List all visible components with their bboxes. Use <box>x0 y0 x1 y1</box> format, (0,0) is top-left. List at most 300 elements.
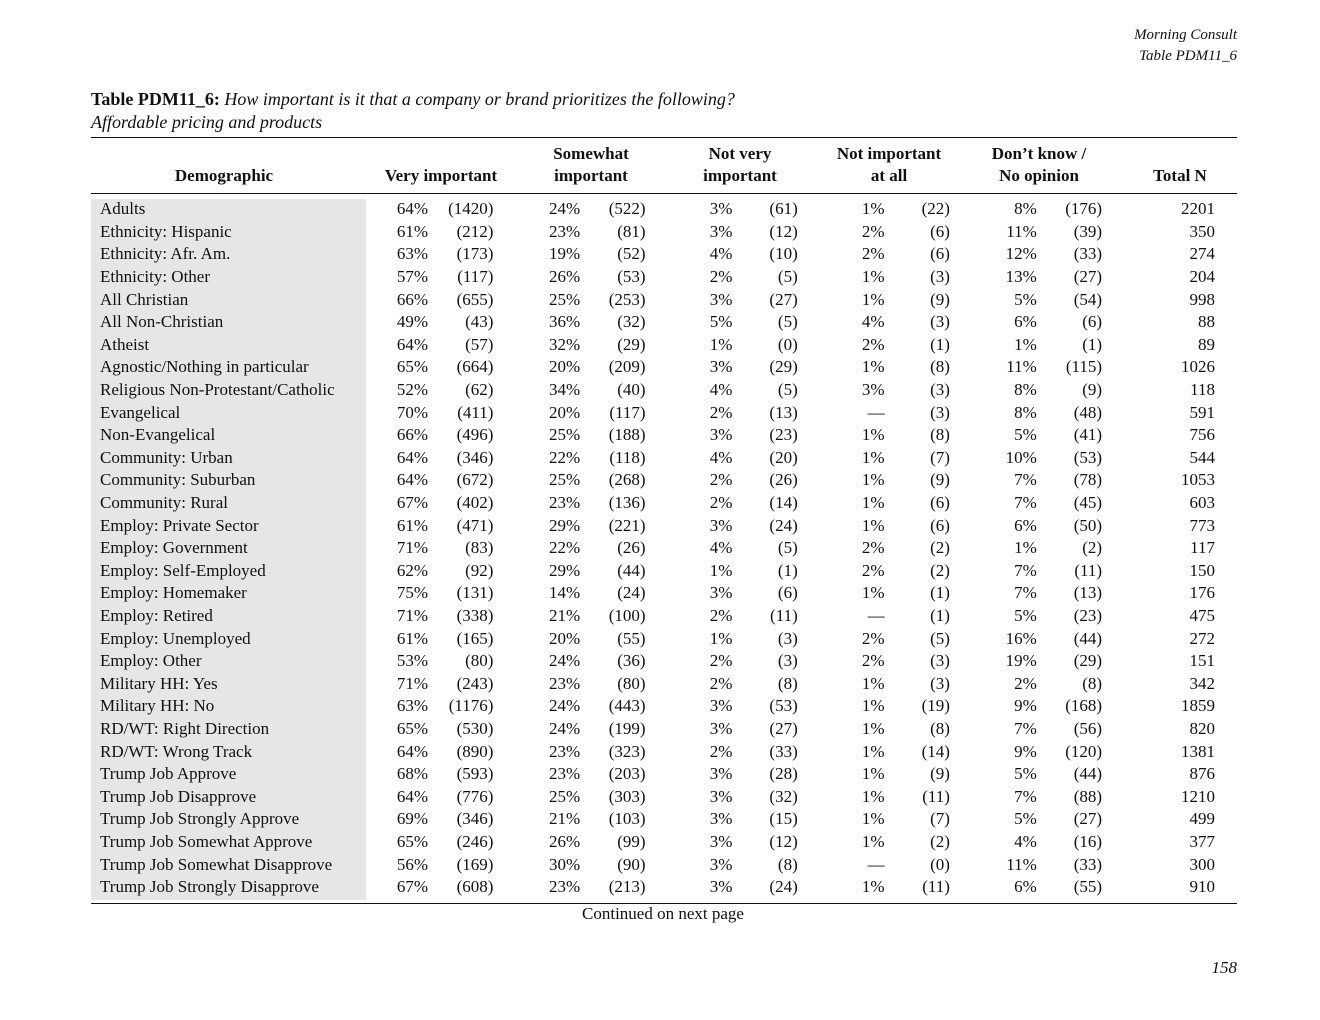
demographic-cell: Trump Job Somewhat Approve <box>100 831 313 851</box>
percent-cell: 1% <box>861 809 885 829</box>
demographic-cell: Trump Job Disapprove <box>100 786 257 806</box>
percent-cell: 19% <box>1005 651 1037 671</box>
percent-cell: 66% <box>396 289 429 309</box>
percent-cell: 24% <box>549 199 581 219</box>
percent-cell: 1% <box>861 786 885 806</box>
total-n-cell: 377 <box>1189 831 1215 851</box>
count-cell: (41) <box>1073 425 1103 445</box>
percent-cell: 2% <box>1014 673 1037 693</box>
count-cell: (8) <box>930 357 950 377</box>
table-row <box>91 514 1237 537</box>
total-n-cell: 1026 <box>1181 357 1215 377</box>
count-cell: (53) <box>769 696 798 716</box>
count-cell: (169) <box>456 854 494 874</box>
table-row <box>91 221 1237 244</box>
percent-cell: 2% <box>861 560 885 580</box>
count-cell: (6) <box>1082 312 1103 332</box>
count-cell: (5) <box>777 267 798 287</box>
total-n-cell: 151 <box>1189 651 1215 671</box>
count-cell: (23) <box>769 425 798 445</box>
count-cell: (3) <box>930 267 950 287</box>
count-cell: (44) <box>1073 628 1103 648</box>
percent-cell: 68% <box>396 764 429 784</box>
demographic-cell: Employ: Government <box>100 538 248 558</box>
percent-cell: 63% <box>396 696 429 716</box>
percent-cell: 21% <box>549 809 581 829</box>
percent-cell: 2% <box>861 221 885 241</box>
percent-cell: 70% <box>396 402 429 422</box>
percent-cell: 56% <box>396 854 429 874</box>
count-cell: (5) <box>777 538 798 558</box>
percent-cell: 34% <box>549 380 581 400</box>
count-cell: (27) <box>1073 809 1103 829</box>
percent-cell: 20% <box>549 402 581 422</box>
percent-cell: 3% <box>709 696 733 716</box>
title-question: How important is it that a company or brand prioritizes the following? <box>224 89 735 109</box>
percent-cell: 3% <box>709 764 733 784</box>
count-cell: (26) <box>617 538 646 558</box>
percent-cell: 62% <box>396 560 429 580</box>
header-org: Morning Consult <box>1134 27 1237 43</box>
percent-cell: 6% <box>1014 515 1037 535</box>
percent-cell: 4% <box>709 447 733 467</box>
percent-cell: 25% <box>549 425 581 445</box>
count-cell: (131) <box>456 583 494 603</box>
count-cell: (24) <box>769 877 798 897</box>
count-cell: (3) <box>930 402 950 422</box>
count-cell: (323) <box>608 741 646 761</box>
count-cell: (5) <box>777 312 798 332</box>
percent-cell: 64% <box>396 470 429 490</box>
total-n-cell: 1381 <box>1181 741 1215 761</box>
table-row <box>91 853 1237 876</box>
col-header-very-important: Very important <box>384 166 498 185</box>
percent-cell: 64% <box>396 199 429 219</box>
percent-cell: 24% <box>549 651 581 671</box>
percent-cell: 8% <box>1014 199 1037 219</box>
count-cell: (115) <box>1065 357 1103 377</box>
count-cell: (24) <box>769 515 798 535</box>
demographic-cell: Military HH: No <box>100 696 215 716</box>
percent-cell: 64% <box>396 786 429 806</box>
percent-cell: 52% <box>396 380 429 400</box>
count-cell: (26) <box>769 470 798 490</box>
count-cell: (1) <box>1082 334 1103 354</box>
demographic-cell: All Non-Christian <box>100 312 224 332</box>
count-cell: (890) <box>456 741 494 761</box>
percent-cell: 64% <box>396 334 429 354</box>
count-cell: (55) <box>617 628 646 648</box>
count-cell: (14) <box>921 741 950 761</box>
count-cell: (5) <box>930 628 950 648</box>
col-header-not-important-at-all: Not important at all <box>836 144 942 185</box>
table-row <box>91 401 1237 424</box>
percent-cell: 23% <box>549 764 581 784</box>
total-n-cell: 176 <box>1189 583 1215 603</box>
percent-cell: 2% <box>709 673 733 693</box>
count-cell: (11) <box>922 786 950 806</box>
count-cell: (117) <box>457 267 494 287</box>
total-n-cell: 910 <box>1189 877 1215 897</box>
count-cell: (0) <box>777 334 798 354</box>
percent-cell: 25% <box>549 786 581 806</box>
table-row <box>91 469 1237 492</box>
percent-cell: 1% <box>861 696 885 716</box>
count-cell: (136) <box>608 493 646 513</box>
count-cell: (9) <box>930 470 950 490</box>
demographic-cell: Employ: Self-Employed <box>100 560 266 580</box>
table-row <box>91 537 1237 560</box>
percent-cell: 5% <box>709 312 733 332</box>
percent-cell: 8% <box>1014 402 1037 422</box>
total-n-cell: 2201 <box>1181 199 1215 219</box>
percent-cell: 3% <box>709 786 733 806</box>
count-cell: (6) <box>930 244 950 264</box>
count-cell: (9) <box>930 764 950 784</box>
total-n-cell: 1210 <box>1181 786 1215 806</box>
percent-cell: — <box>867 605 885 625</box>
percent-cell: 1% <box>861 493 885 513</box>
table-row <box>91 650 1237 673</box>
count-cell: (8) <box>777 854 798 874</box>
count-cell: (672) <box>456 470 494 490</box>
demographic-cell: Employ: Unemployed <box>100 628 251 648</box>
percent-cell: 1% <box>861 199 885 219</box>
percent-cell: 2% <box>709 402 733 422</box>
percent-cell: 7% <box>1014 560 1037 580</box>
count-cell: (33) <box>1073 244 1103 264</box>
count-cell: (2) <box>1082 538 1103 558</box>
count-cell: (9) <box>1082 380 1103 400</box>
percent-cell: 32% <box>549 334 581 354</box>
table-row <box>91 492 1237 515</box>
count-cell: (44) <box>617 560 646 580</box>
demographic-cell: Adults <box>100 199 146 219</box>
total-n-cell: 350 <box>1189 221 1215 241</box>
percent-cell: 3% <box>709 854 733 874</box>
count-cell: (8) <box>930 425 950 445</box>
count-cell: (15) <box>769 809 798 829</box>
percent-cell: 23% <box>549 673 581 693</box>
header-table-id: Table PDM11_6 <box>1139 48 1237 64</box>
demographic-cell: Community: Urban <box>100 447 233 467</box>
count-cell: (61) <box>769 199 798 219</box>
count-cell: (3) <box>777 628 798 648</box>
table-row <box>91 198 1237 221</box>
count-cell: (776) <box>456 786 494 806</box>
count-cell: (32) <box>617 312 646 332</box>
total-n-cell: 1859 <box>1181 696 1215 716</box>
percent-cell: 7% <box>1014 493 1037 513</box>
table-row <box>91 605 1237 628</box>
count-cell: (20) <box>769 447 798 467</box>
percent-cell: 1% <box>709 334 733 354</box>
percent-cell: 11% <box>1006 854 1037 874</box>
count-cell: (12) <box>769 831 798 851</box>
count-cell: (29) <box>769 357 798 377</box>
demographic-cell: Military HH: Yes <box>100 673 218 693</box>
count-cell: (118) <box>609 447 646 467</box>
percent-cell: 16% <box>1005 628 1037 648</box>
percent-cell: 4% <box>709 244 733 264</box>
count-cell: (346) <box>456 447 494 467</box>
count-cell: (411) <box>457 402 494 422</box>
percent-cell: 3% <box>709 831 733 851</box>
percent-cell: 67% <box>396 877 429 897</box>
count-cell: (23) <box>1073 605 1103 625</box>
percent-cell: 1% <box>861 357 885 377</box>
count-cell: (3) <box>930 673 950 693</box>
percent-cell: 14% <box>549 583 581 603</box>
count-cell: (3) <box>930 380 950 400</box>
demographic-cell: All Christian <box>100 289 189 309</box>
total-n-cell: 591 <box>1189 402 1215 422</box>
percent-cell: 1% <box>1014 538 1037 558</box>
table-row <box>91 311 1237 334</box>
demographic-cell: Non-Evangelical <box>100 425 216 445</box>
table-top-rule <box>91 137 1237 138</box>
percent-cell: 5% <box>1014 425 1037 445</box>
percent-cell: 2% <box>861 244 885 264</box>
percent-cell: 4% <box>1014 831 1037 851</box>
percent-cell: 1% <box>861 425 885 445</box>
percent-cell: 2% <box>709 651 733 671</box>
count-cell: (88) <box>1073 786 1103 806</box>
percent-cell: 1% <box>861 718 885 738</box>
table-row <box>91 424 1237 447</box>
percent-cell: — <box>867 854 885 874</box>
count-cell: (80) <box>617 673 646 693</box>
count-cell: (13) <box>769 402 798 422</box>
total-n-cell: 603 <box>1189 493 1215 513</box>
percent-cell: 10% <box>1005 447 1037 467</box>
percent-cell: 12% <box>1005 244 1037 264</box>
count-cell: (36) <box>617 651 646 671</box>
percent-cell: 3% <box>709 289 733 309</box>
count-cell: (3) <box>930 312 950 332</box>
percent-cell: 9% <box>1014 741 1037 761</box>
count-cell: (2) <box>930 560 950 580</box>
total-n-cell: 204 <box>1189 267 1215 287</box>
percent-cell: 5% <box>1014 605 1037 625</box>
count-cell: (1176) <box>448 696 494 716</box>
count-cell: (173) <box>456 244 494 264</box>
percent-cell: 3% <box>709 809 733 829</box>
table-row <box>91 288 1237 311</box>
count-cell: (402) <box>456 493 494 513</box>
count-cell: (117) <box>609 402 646 422</box>
count-cell: (1) <box>930 334 950 354</box>
demographic-cell: Atheist <box>100 334 150 354</box>
count-cell: (80) <box>465 651 494 671</box>
percent-cell: 3% <box>861 380 885 400</box>
count-cell: (57) <box>465 334 494 354</box>
percent-cell: 23% <box>549 741 581 761</box>
count-cell: (11) <box>922 877 950 897</box>
count-cell: (608) <box>456 877 494 897</box>
percent-cell: 11% <box>1006 221 1037 241</box>
percent-cell: 3% <box>709 583 733 603</box>
percent-cell: 2% <box>709 741 733 761</box>
count-cell: (346) <box>456 809 494 829</box>
percent-cell: 25% <box>549 470 581 490</box>
count-cell: (54) <box>1073 289 1103 309</box>
percent-cell: 11% <box>1006 357 1037 377</box>
percent-cell: 8% <box>1014 380 1037 400</box>
percent-cell: 66% <box>396 425 429 445</box>
count-cell: (27) <box>1073 267 1103 287</box>
percent-cell: 2% <box>709 605 733 625</box>
count-cell: (62) <box>465 380 494 400</box>
percent-cell: 61% <box>396 515 429 535</box>
demographic-cell: Trump Job Strongly Approve <box>100 809 300 829</box>
demographic-cell: RD/WT: Right Direction <box>100 718 270 738</box>
percent-cell: 1% <box>861 447 885 467</box>
count-cell: (24) <box>617 583 646 603</box>
count-cell: (522) <box>608 199 646 219</box>
percent-cell: 21% <box>549 605 581 625</box>
count-cell: (7) <box>930 447 950 467</box>
count-cell: (0) <box>930 854 950 874</box>
count-cell: (19) <box>921 696 950 716</box>
total-n-cell: 756 <box>1189 425 1215 445</box>
title-subtitle: Affordable pricing and products <box>91 112 323 132</box>
count-cell: (471) <box>456 515 494 535</box>
header-rule <box>91 193 1237 194</box>
count-cell: (10) <box>769 244 798 264</box>
total-n-cell: 544 <box>1189 447 1215 467</box>
percent-cell: 5% <box>1014 289 1037 309</box>
count-cell: (593) <box>456 764 494 784</box>
demographic-cell: Employ: Retired <box>100 605 213 625</box>
percent-cell: 3% <box>709 357 733 377</box>
percent-cell: 13% <box>1005 267 1037 287</box>
percent-cell: 5% <box>1014 764 1037 784</box>
total-n-cell: 998 <box>1189 289 1215 309</box>
total-n-cell: 118 <box>1190 380 1215 400</box>
demographic-cell: Ethnicity: Afr. Am. <box>100 244 231 264</box>
table-title <box>91 88 1237 134</box>
count-cell: (5) <box>777 380 798 400</box>
percent-cell: 4% <box>709 538 733 558</box>
count-cell: (8) <box>1082 673 1103 693</box>
total-n-cell: 475 <box>1189 605 1215 625</box>
count-cell: (2) <box>930 831 950 851</box>
percent-cell: 24% <box>549 696 581 716</box>
percent-cell: 2% <box>861 651 885 671</box>
demographic-cell: Employ: Private Sector <box>100 515 259 535</box>
count-cell: (53) <box>617 267 646 287</box>
percent-cell: 5% <box>1014 809 1037 829</box>
table-row <box>91 672 1237 695</box>
count-cell: (209) <box>608 357 646 377</box>
table-row <box>91 243 1237 266</box>
total-n-cell: 342 <box>1189 673 1215 693</box>
table-row <box>91 379 1237 402</box>
count-cell: (176) <box>1065 199 1103 219</box>
total-n-cell: 1053 <box>1181 470 1215 490</box>
results-table <box>91 198 1237 898</box>
percent-cell: 69% <box>396 809 429 829</box>
count-cell: (11) <box>1074 560 1103 580</box>
percent-cell: 24% <box>549 718 581 738</box>
total-n-cell: 876 <box>1189 764 1215 784</box>
count-cell: (92) <box>465 560 494 580</box>
count-cell: (3) <box>777 651 798 671</box>
count-cell: (12) <box>769 221 798 241</box>
table-row <box>91 447 1237 470</box>
percent-cell: 2% <box>861 334 885 354</box>
count-cell: (56) <box>1073 718 1103 738</box>
col-header-not-very-important: Not very important <box>703 144 777 185</box>
percent-cell: 64% <box>396 741 429 761</box>
table-row <box>91 582 1237 605</box>
demographic-cell: Employ: Homemaker <box>100 583 247 603</box>
percent-cell: 3% <box>709 199 733 219</box>
count-cell: (664) <box>456 357 494 377</box>
percent-cell: 36% <box>549 312 581 332</box>
demographic-cell: Trump Job Somewhat Disapprove <box>100 854 333 874</box>
percent-cell: 3% <box>709 877 733 897</box>
count-cell: (53) <box>1073 447 1103 467</box>
demographic-cell: Religious Non-Protestant/Catholic <box>100 380 335 400</box>
demographic-cell: Employ: Other <box>100 651 202 671</box>
count-cell: (43) <box>465 312 494 332</box>
page-number: 158 <box>1211 958 1237 977</box>
demographic-cell: Trump Job Strongly Disapprove <box>100 877 319 897</box>
count-cell: (29) <box>1073 651 1103 671</box>
table-row <box>91 356 1237 379</box>
count-cell: (188) <box>608 425 646 445</box>
count-cell: (40) <box>617 380 646 400</box>
percent-cell: 9% <box>1014 696 1037 716</box>
percent-cell: 1% <box>861 583 885 603</box>
percent-cell: 4% <box>861 312 885 332</box>
count-cell: (50) <box>1073 515 1103 535</box>
count-cell: (6) <box>930 493 950 513</box>
table-row <box>91 334 1237 357</box>
percent-cell: 2% <box>709 267 733 287</box>
total-n-cell: 150 <box>1189 560 1215 580</box>
percent-cell: 6% <box>1014 312 1037 332</box>
col-header-total-n: Total N <box>1153 166 1207 185</box>
count-cell: (1420) <box>448 199 494 219</box>
count-cell: (253) <box>608 289 646 309</box>
count-cell: (33) <box>1073 854 1103 874</box>
count-cell: (530) <box>456 718 494 738</box>
percent-cell: 29% <box>549 560 581 580</box>
count-cell: (9) <box>930 289 950 309</box>
percent-cell: 7% <box>1014 718 1037 738</box>
percent-cell: 1% <box>861 831 885 851</box>
table-row <box>91 266 1237 289</box>
percent-cell: 2% <box>709 470 733 490</box>
table-row <box>91 560 1237 583</box>
percent-cell: 6% <box>1014 877 1037 897</box>
percent-cell: 22% <box>549 538 581 558</box>
percent-cell: 65% <box>396 831 429 851</box>
count-cell: (52) <box>617 244 646 264</box>
percent-cell: 7% <box>1014 470 1037 490</box>
count-cell: (8) <box>777 673 798 693</box>
percent-cell: 1% <box>709 628 733 648</box>
count-cell: (48) <box>1073 402 1103 422</box>
percent-cell: 7% <box>1014 583 1037 603</box>
percent-cell: 2% <box>861 628 885 648</box>
count-cell: (81) <box>617 221 646 241</box>
count-cell: (90) <box>617 854 646 874</box>
percent-cell: 53% <box>396 651 429 671</box>
